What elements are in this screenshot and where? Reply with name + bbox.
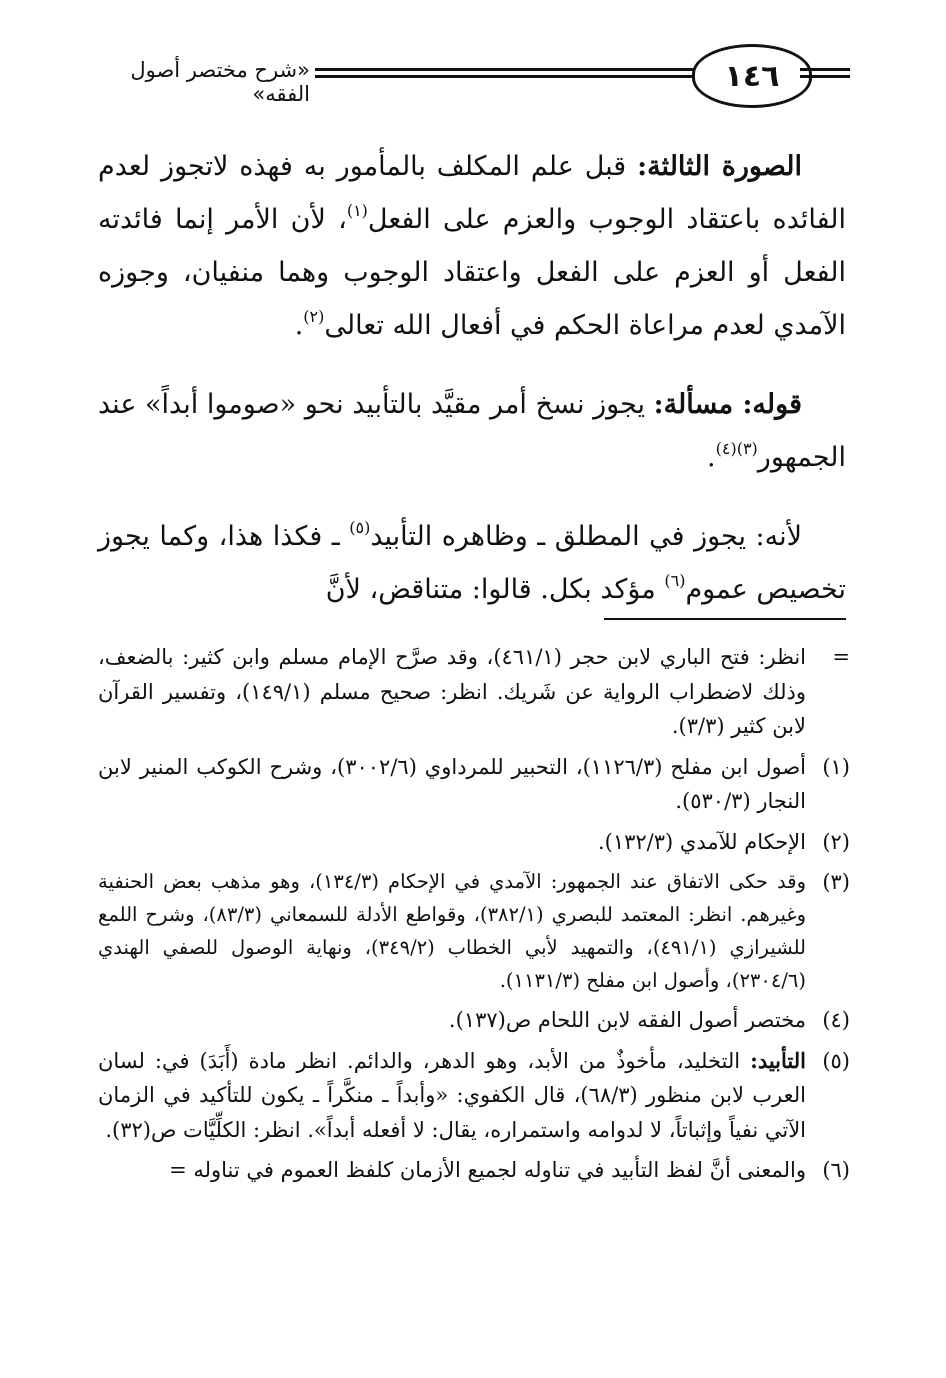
footnote-text: الإحكام للآمدي (١٣٢/٣).: [597, 829, 806, 854]
footnote-text: وقد حكى الاتفاق عند الجمهور: الآمدي في الإحكام (١٣٤/٣)، وهو مذهب بعض الحنفية وغيرهم. انظر: المعتمد للبصري (٣٨٢/١)، وقواطع الأدلة للسمعاني (٨٣/٣)، وشرح اللمع للشيرازي (٤٩١/١)، والتمهيد لأبي الخطاب (٣٤٩/٢)، ونهاية الوصول للصفي الهندي (٢٣٠٤/٦)، وأصول ابن مفلح (١١٣١/٣).: [98, 870, 806, 992]
paragraph-reason: [98, 510, 846, 616]
footnote-separator: [604, 618, 846, 620]
footnote-number: =: [832, 645, 850, 669]
footnote-number: (٢): [822, 829, 850, 854]
footnote-number: (٣): [822, 870, 850, 894]
paragraph-text: قبل علم المكلف بالمأمور به فهذه لاتجوز لعدم الفائده باعتقاد الوجوب والعزم على الفعل: [98, 151, 846, 235]
header-rule-right: [800, 68, 850, 80]
footnote-5: [98, 1044, 850, 1148]
paragraph-text: يجوز نسخ أمر مقيَّد بالتأبيد نحو «صوموا أبداً» عند الجمهور: [98, 389, 846, 473]
paragraph-text: ، لأن الأمر إنما فائدته الفعل أو العزم على الفعل واعتقاد الوجوب وهما منفيان، وجوزه الآمدي لعدم مراعاة الحكم في أفعال الله تعالى: [98, 204, 846, 341]
footnote-number: (٤): [822, 1008, 850, 1032]
paragraph-third-case: [98, 140, 846, 352]
footnote-continued: [98, 640, 850, 744]
paragraph-lead: قوله: مسألة:: [653, 389, 802, 420]
footnote-text: مختصر أصول الفقه لابن اللحام ص(١٣٧).: [448, 1008, 806, 1032]
running-header: [80, 42, 850, 106]
footnote-keyword: التأبيد:: [750, 1047, 806, 1073]
footnote-ref[interactable]: (٣)(٤): [715, 439, 758, 458]
footnote-ref[interactable]: (٥): [349, 518, 371, 537]
footnote-number: (٥): [822, 1048, 850, 1073]
paragraph-text: لأنه: يجوز في المطلق ـ وظاهره التأبيد: [370, 521, 802, 552]
paragraph-text: مؤكد بكل. قالوا: متناقض، لأنَّ: [325, 574, 665, 605]
main-text: [98, 140, 846, 640]
paragraph-lead: الصورة الثالثة:: [637, 151, 803, 182]
footnote-6: [98, 1153, 850, 1188]
footnote-ref[interactable]: (٦): [664, 571, 686, 590]
footnotes: [98, 640, 850, 1194]
footnote-text: والمعنى أنَّ لفظ التأبيد في تناوله لجميع الأزمان كلفظ العموم في تناوله =: [169, 1158, 806, 1182]
footnote-number: (٦): [822, 1158, 850, 1182]
paragraph-issue: [98, 378, 846, 484]
footnote-3: [98, 865, 850, 997]
page-number: ١٤٦: [692, 44, 812, 108]
footnote-ref[interactable]: (١): [346, 201, 368, 220]
footnote-text: أصول ابن مفلح (١١٢٦/٣)، التحبير للمرداوي (٣٠٠٢/٦)، وشرح الكوكب المنير لابن النجار (٥٣٠/٣).: [98, 754, 806, 813]
footnote-2: [98, 825, 850, 860]
paragraph-text: ـ فكذا هذا، وكما يجوز تخصيص عموم: [98, 521, 846, 605]
paragraph-text: .: [707, 442, 716, 473]
footnote-1: [98, 750, 850, 819]
paragraph-text: .: [294, 310, 304, 341]
header-title: «شرح مختصر أصول الفقه»: [130, 58, 310, 106]
header-rule-left: [315, 68, 710, 80]
footnote-text: [98, 1044, 806, 1148]
footnote-body: التخليد، مأخوذٌ من الأبد، وهو الدهر، والدائم. انظر مادة (أَبَدَ) في: لسان العرب لابن منظور (٦٨/٣)، قال الكفوي: «وأبداً ـ منكَّراً ـ يكون للتأكيد في الزمان الآتي نفياً وإثباتاً، لا لدوامه واستمراره، يقال: لا أفعله أبداً». انظر: الكلِّيَّات ص(٣٢).: [98, 1048, 806, 1142]
footnote-text: انظر: فتح الباري لابن حجر (٤٦١/١)، وقد صرَّح الإمام مسلم وابن كثير: بالضعف، وذلك لاضطراب الرواية عن شَريك. انظر: صحيح مسلم (١٤٩/١)، وتفسير القرآن لابن كثير (٣/٣).: [98, 645, 807, 738]
footnote-4: [98, 1003, 850, 1038]
footnote-number: (١): [822, 754, 850, 779]
footnote-ref[interactable]: (٢): [303, 307, 325, 326]
